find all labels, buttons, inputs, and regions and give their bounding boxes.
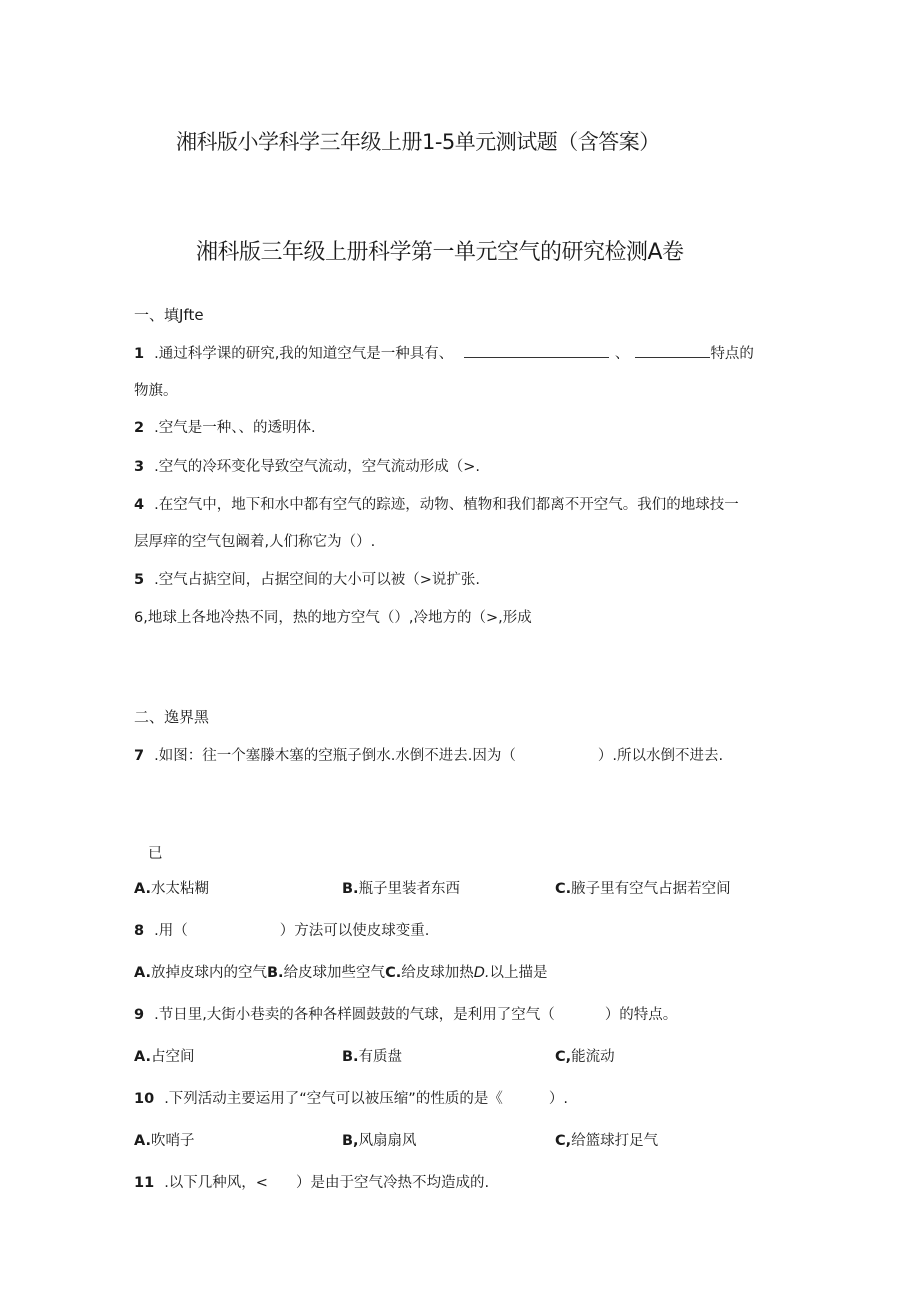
question-4-cont: 层厚痒的空气包阚着,人们称它为（）. bbox=[134, 534, 376, 550]
section2-heading: 二、逸界黑 bbox=[134, 708, 210, 726]
option-letter: B. bbox=[342, 881, 359, 897]
q9-option-a bbox=[134, 1045, 195, 1066]
question-number: 4 bbox=[134, 497, 145, 513]
option-text: 给篮球打足气 bbox=[571, 1133, 659, 1149]
option-text: 给皮球加热 bbox=[401, 965, 474, 981]
question-10 bbox=[134, 1087, 568, 1108]
question-4 bbox=[134, 493, 739, 514]
question-text: .在空气中，地下和水中都有空气的踪迹，动物、植物和我们都离不开空气。我们的地球技一 bbox=[154, 497, 739, 513]
question-text: ）.所以水倒不进去. bbox=[597, 748, 724, 764]
option-text: 腋子里有空气占据若空间 bbox=[571, 881, 731, 897]
section1-heading: 一、填Jfte bbox=[134, 306, 204, 324]
option-text: 给皮球加些空气 bbox=[283, 965, 386, 981]
question-3 bbox=[134, 455, 480, 476]
question-text: .节日里,大街小巷卖的各种各样圆鼓鼓的气球，是利用了空气（ bbox=[154, 1007, 555, 1023]
question-text: .用（ bbox=[154, 923, 188, 939]
question-1 bbox=[134, 342, 754, 363]
option-letter: B. bbox=[267, 965, 284, 981]
q7-option-c bbox=[555, 877, 731, 898]
question-text: ）的特点。 bbox=[604, 1007, 678, 1023]
question-number: 1 bbox=[134, 346, 145, 362]
q7-option-b bbox=[342, 877, 460, 898]
question-text: .空气的冷环变化导致空气流动，空气流动形成（>. bbox=[154, 459, 480, 475]
question-text: .空气是一种、、的透明体. bbox=[154, 420, 316, 436]
option-letter: A. bbox=[134, 881, 151, 897]
question-8 bbox=[134, 919, 429, 940]
question-9 bbox=[134, 1003, 677, 1024]
answer-blank[interactable] bbox=[635, 343, 710, 358]
q10-option-b bbox=[342, 1129, 417, 1150]
option-text: 能流动 bbox=[571, 1049, 615, 1065]
question-6: 6,地球上各地冷热不同，热的地方空气（）,冷地方的（>,形成 bbox=[134, 610, 532, 626]
question-number: 9 bbox=[134, 1007, 145, 1023]
main-title: 湘科版小学科学三年级上册1-5单元测试题（含答案） bbox=[176, 130, 660, 154]
question-11 bbox=[134, 1171, 489, 1192]
question-5 bbox=[134, 568, 480, 589]
question-text: .以下几种风，< bbox=[164, 1175, 268, 1191]
option-letter: B. bbox=[342, 1049, 359, 1065]
question-number: 3 bbox=[134, 459, 145, 475]
sub-title: 湘科版三年级上册科学第一单元空气的研究检测A卷 bbox=[196, 240, 684, 265]
option-letter: D. bbox=[473, 965, 490, 981]
option-text: 瓶子里装者东西 bbox=[358, 881, 461, 897]
question-number: 5 bbox=[134, 572, 145, 588]
question-text: ）是由于空气冷热不均造成的. bbox=[295, 1175, 490, 1191]
question-text: ）方法可以使皮球变重. bbox=[279, 923, 430, 939]
question-1-cont: 物旗。 bbox=[134, 383, 178, 399]
option-text: 吹哨子 bbox=[151, 1133, 195, 1149]
question-number: 2 bbox=[134, 420, 145, 436]
q9-option-c bbox=[555, 1045, 615, 1066]
option-text: 放掉皮球内的空气 bbox=[151, 965, 267, 981]
option-text: 占空间 bbox=[151, 1049, 195, 1065]
option-letter: C, bbox=[555, 1049, 572, 1065]
q10-option-a bbox=[134, 1129, 195, 1150]
option-letter: C. bbox=[385, 965, 402, 981]
answer-blank[interactable] bbox=[464, 343, 609, 358]
option-letter: A. bbox=[134, 965, 151, 981]
separator: 、 bbox=[614, 346, 630, 362]
q7-option-a bbox=[134, 877, 209, 898]
option-letter: C. bbox=[555, 881, 572, 897]
question-text: .通过科学课的研究,我的知道空气是一种具有、 bbox=[154, 346, 454, 362]
option-letter: B, bbox=[342, 1133, 359, 1149]
question-number: 10 bbox=[134, 1091, 155, 1107]
question-2 bbox=[134, 416, 316, 437]
q9-option-b bbox=[342, 1045, 402, 1066]
figure-caption: 已 bbox=[148, 846, 163, 862]
option-text: 风扇扇风 bbox=[358, 1133, 417, 1149]
option-letter: A. bbox=[134, 1133, 151, 1149]
option-letter: C, bbox=[555, 1133, 572, 1149]
question-7 bbox=[134, 744, 723, 765]
option-text: 以上描是 bbox=[489, 965, 548, 981]
question-number: 7 bbox=[134, 748, 145, 764]
question-text: 特点的 bbox=[710, 346, 754, 362]
question-number: 11 bbox=[134, 1175, 155, 1191]
option-letter: A. bbox=[134, 1049, 151, 1065]
question-number: 8 bbox=[134, 923, 145, 939]
question-text: .空气占掂空间，占据空间的大小可以被（>说扩张. bbox=[154, 572, 480, 588]
question-text: .如图：往一个塞滕木塞的空瓶子倒水.水倒不进去.因为（ bbox=[154, 748, 516, 764]
option-text: 有质盘 bbox=[358, 1049, 403, 1065]
question-text: .下列活动主要运用了“空气可以被压缩”的性质的是《 bbox=[164, 1091, 503, 1107]
question-text: ）. bbox=[548, 1091, 568, 1107]
q8-options bbox=[134, 961, 548, 982]
option-text: 水太粘糊 bbox=[151, 881, 209, 897]
q10-option-c bbox=[555, 1129, 658, 1150]
